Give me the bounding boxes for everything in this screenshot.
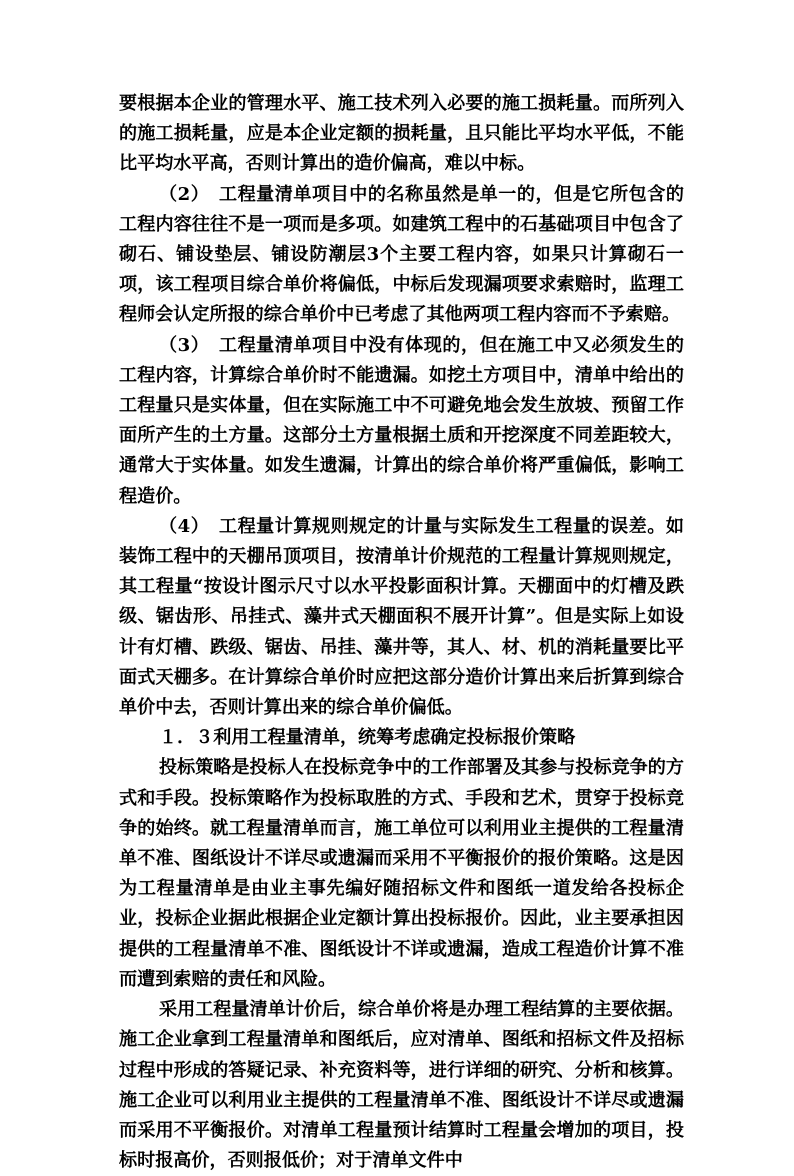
section-heading-1-3: １．３利用工程量清单，统筹考虑确定投标报价策略 (159, 727, 576, 749)
document-page (119, 89, 684, 1176)
paragraph-continued: 要根据本企业的管理水平、施工技术列入必要的施工损耗量。而所列入的施工损耗量，应是本企业定额的损耗量，且只能比平均水平低，不能比平均水平高，否则计算出的造价偏高，难以中标。 (119, 93, 684, 175)
paragraph-bidding-strategy: 投标策略是投标人在投标竞争中的工作部署及其参与投标竞争的方式和手段。投标策略作为投标取胜的方式、手段和艺术，贯穿于投标竞争的始终。就工程量清单而言，施工单位可以利用业主提供的工程量清单不准、图纸设计不详尽或遗漏而采用不平衡报价的报价策略。这是因为工程量清单是由业主事先编好随招标文件和图纸一道发给各投标企业，投标企业据此根据企业定额计算出投标报价。因此，业主要承担因提供的工程量清单不准、图纸设计不详或遗漏，造成工程造价计算不准而遭到索赔的责任和风险。 (119, 757, 684, 990)
paragraph-item-4: （4） 工程量计算规则规定的计量与实际发生工程量的误差。如装饰工程中的天棚吊顶项目，按清单计价规范的工程量计算规则规定，其工程量“按设计图示尺寸以水平投影面积计算。天棚面中的灯槽及跌级、锯齿形、吊挂式、藻井式天棚面积不展开计算”。但是实际上如设计有灯槽、跌级、锯齿、吊挂、藻井等，其人、材、机的消耗量要比平面式天棚多。在计算综合单价时应把这部分造价计算出来后折算到综合单价中去，否则计算出来的综合单价偏低。 (119, 515, 684, 719)
paragraph-item-2: （2） 工程量清单项目中的名称虽然是单一的，但是它所包含的工程内容往往不是一项而是多项。如建筑工程中的石基础项目中包含了砌石、铺设垫层、铺设防潮层3个主要工程内容，如果只计算砌石一项，该工程项目综合单价将偏低，中标后发现漏项要求索赔时，监理工程师会认定所报的综合单价中已考虑了其他两项工程内容而不予索赔。 (119, 183, 684, 326)
paragraph-item-3: （3） 工程量清单项目中没有体现的，但在施工中又必须发生的工程内容，计算综合单价时不能遗漏。如挖土方项目中，清单中给出的工程量只是实体量，但在实际施工中不可避免地会发生放坡、预留工作面所产生的土方量。这部分土方量根据土质和开挖深度不同差距较大，通常大于实体量。如发生遗漏，计算出的综合单价将严重偏低，影响工程造价。 (119, 334, 684, 507)
paragraph-adopt-bill-pricing: 采用工程量清单计价后，综合单价将是办理工程结算的主要依据。施工企业拿到工程量清单和图纸后，应对清单、图纸和招标文件及招标过程中形成的答疑记录、补充资料等，进行详细的研究、分析和核算。施工企业可以利用业主提供的工程量清单不准、图纸设计不详尽或遗漏而采用不平衡报价。对清单工程量预计结算时工程量会增加的项目，投标时报高价，否则报低价；对于清单文件中 (119, 999, 684, 1172)
